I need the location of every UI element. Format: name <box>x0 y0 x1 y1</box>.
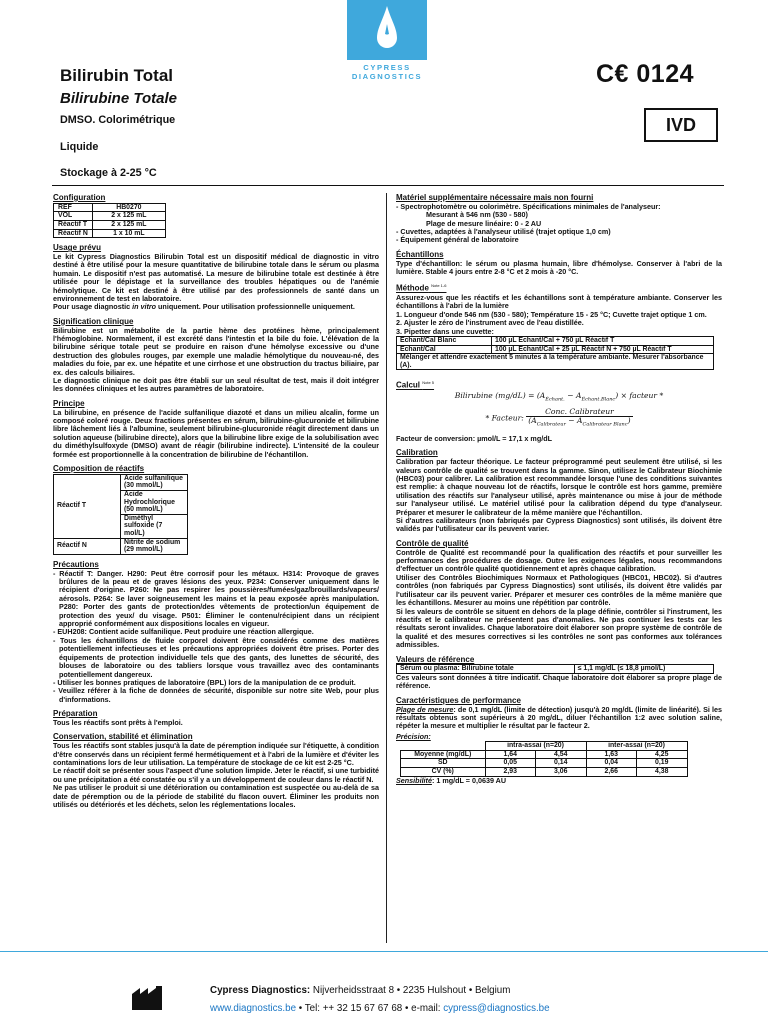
table-row <box>54 220 166 229</box>
text: Bilirubine (mg/dL) = (A <box>454 390 546 400</box>
column-divider <box>386 193 387 943</box>
cell: Réactif T <box>54 474 121 538</box>
material-line: Plage de mesure linéaire: 0 - 2 AU <box>426 218 542 228</box>
sensitivity-text <box>396 777 722 785</box>
clinical-text: Bilirubine est un métabolite de la partie hème des protéines hème, principalement l'hémoglobine. Normalement, il est excrété dans l'intestin et la bile du foie. L'élévation de la bilirubine sérique totale peut se produire en raison d'une hémolyse excessive ou d'une destruction des globules rouges, par exemple une maladie hémolytique du nouveau-né, des maladies du foie, par ex. une hépatite et une cirrhose et une obstruction du tractus biliaire, par ex. des calculs biliaires. <box>53 325 379 377</box>
cell: 0,19 <box>637 759 688 768</box>
table-row <box>54 474 188 490</box>
clinical-text-2: Le diagnostic clinique ne doit pas être établi sur un seul résultat de test, mais il doit intégrer les données cliniques et les autres paramètres de laboratoire. <box>53 376 379 394</box>
method-text: Assurez-vous que les réactifs et les échantillons sont à température ambiante. Conserver les échantillons à l'abri de la lumière <box>396 292 722 311</box>
calibration-heading: Calibration <box>396 448 438 458</box>
header-divider <box>52 185 724 186</box>
text: ) <box>627 416 631 426</box>
config-table <box>53 203 166 238</box>
cell: CV (%) <box>401 767 486 776</box>
table-row <box>397 354 714 370</box>
address: Nijverheidsstraat 8 • 2235 Hulshout • Belgium <box>310 985 511 996</box>
text: − A <box>565 416 583 426</box>
preparation-heading: Préparation <box>53 709 98 719</box>
cell: 100 µL Echant/Cal + 25 µL Réactif N + 750 µL Réactif T <box>492 345 714 354</box>
calibration-text: Calibration par facteur théorique. Le facteur préprogrammé peut seulement être utilisé, si les valeurs contrôle de qualité se trouvent dans la gamme. Sinon, utilisez le Calibrateur Biochimie (HBC03) pour calibrer. La calibration est recommandée lorsque l'une des conditions suivantes est remplie: à chaque nouveau lot de réactifs, lorsque le contrôle est hors gamme, première utilisation des réactifs sur l'analyseur utilisé, après maintenance ou mise à jour de méthode sur l'analyseur utilisé. Le matériel utilisé pour la calibration dépend du type d'analyseur. Préparer et mesurer le calibrateur de la même manière que l'échantillon. <box>396 457 722 517</box>
cell: 4,25 <box>637 750 688 759</box>
material-line: - Spectrophotomètre ou colorimètre. Spécifications minimales de l'analyseur: <box>396 201 661 211</box>
cell: Mélanger et attendre exactement 5 minutes à la température ambiante. Mesurer l'absorbance (A). <box>397 354 714 370</box>
usage-text: Le kit Cypress Diagnostics Bilirubin Total est un dispositif médical de diagnostic in vitro destiné à être utilisé pour la mesure quantitative de bilirubine totale dans le sérum ou plasma humain. Le dispositif n'est pas automatisé. La mesure de bilirubine totale est destinée à être utilisée pour le dépistage et la surveillance des troubles hépatiques ou de l'anémie hémolytique. Ce kit est destiné à être utilisé par des professionnels de santé dans un environnement de test en laboratoire. <box>53 251 379 303</box>
cell: Echant/Cal <box>397 345 492 354</box>
storage-heading: Conservation, stabilité et élimination <box>53 732 193 742</box>
email-link[interactable]: cypress@diagnostics.be <box>443 1003 550 1014</box>
table-row <box>54 229 166 238</box>
brand-wordmark <box>345 64 429 81</box>
cell: 4,38 <box>637 767 688 776</box>
ce-mark: C€ 0124 <box>596 60 695 88</box>
table-row <box>54 538 188 554</box>
precision-label <box>396 733 722 741</box>
website-link[interactable]: www.diagnostics.be <box>210 1003 297 1014</box>
text: Calibrateur Blanc <box>582 421 628 428</box>
cell: HB0270 <box>92 203 165 212</box>
text: : 1 mg/dL = 0,0639 AU <box>431 775 507 785</box>
cell: 2,66 <box>586 767 637 776</box>
samples-heading: Échantillons <box>396 249 444 259</box>
material-line: - Équipement général de laboratoire <box>396 235 519 245</box>
storage-text-2: Le réactif doit se présenter sous l'aspect d'une solution limpide. Jeter le réactif, si une turbidité ou une précipitation a été constatée ou s'il y a un développement de couleur dans le réactif N. <box>53 766 379 784</box>
preparation-text: Tous les réactifs sont prêts à l'emploi. <box>53 717 183 727</box>
cell: 4,54 <box>536 750 587 759</box>
precision-table <box>400 741 688 776</box>
quality-text-3: Si les valeurs de contrôle se situent en dehors de la plage définie, contrôler si l'instrument, les réactifs et le calibrateur ne présentent pas d'anomalies. Ne pas continuer les tests car les résultats seront invalides. Chaque laboratoire doit élaborer son propre système de contrôle de la qualité et des mesures correctives si les contrôles ne sont pas conformes aux tolérances admissibles. <box>396 606 722 650</box>
note-ref: Note 5 <box>422 380 435 386</box>
cell: Nitrite de sodium (29 mmol/L) <box>121 538 188 554</box>
formula-factor <box>396 408 722 429</box>
precaution-item: - Tous les échantillons de fluide corporel doivent être considérés comme des matières potentiellement infectieuses et les précautions appropriées doivent être prises. Porter des équipements de protection individuelle tels que des gants, des lunettes de sécurité, des blouses de laboratoire ou des tabliers lorsque vous travaillez avec des contaminants potentiellement dangereux. <box>53 635 379 679</box>
text: : de 0,1 mg/dL (limite de détection) jusqu'à 20 mg/dL (limite de linéarité). Si les résultats obtenus sont supérieurs à 20 mg/dL, diluer l'échantillon 1:2 avec solution saline, répéter la mesure et multiplier le résultat par le facteur 2. <box>396 704 722 731</box>
material-line: Mesurant à 546 nm (530 - 580) <box>426 210 528 220</box>
principle-heading: Principe <box>53 398 85 408</box>
precaution-item: - Utiliser les bonnes pratiques de laboratoire (BPL) lors de la manipulation de ce produit. <box>53 677 356 687</box>
cell: Echant/Cal Blanc <box>397 336 492 345</box>
composition-heading: Composition de réactifs <box>53 464 145 474</box>
cell: ≤ 1,1 mg/dL (≤ 18,8 µmol/L) <box>574 665 713 674</box>
precaution-item: - EUH208: Contient acide sulfanilique. Peut produire une réaction allergique. <box>53 627 314 637</box>
cell: 2 x 125 mL <box>92 212 165 221</box>
calibration-text-2: Si d'autres calibrateurs (non fabriqués par Cypress Diagnostics) sont utilisés, ils doivent être validés par l'utilisateur car ils peuvent varier. <box>396 516 722 534</box>
usage-heading: Usage prévu <box>53 243 102 253</box>
text: Pour usage diagnostic <box>53 302 133 312</box>
text: ) × facteur * <box>615 390 664 400</box>
table-row <box>401 742 688 751</box>
note-ref: Note 1-6 <box>431 283 447 289</box>
material-heading: Matériel supplémentaire nécessaire mais non fourni <box>396 193 594 202</box>
text: Échant. <box>545 396 565 403</box>
text: Sensibilité <box>396 775 432 785</box>
cell: 0,05 <box>485 759 536 768</box>
material-line: - Cuvettes, adaptées à l'analyseur utilisé (trajet optique 1,0 cm) <box>396 227 611 237</box>
table-row <box>397 336 714 345</box>
cell: 0,14 <box>536 759 587 768</box>
pipetting-table <box>396 336 714 370</box>
cell: REF <box>54 203 93 212</box>
cell: VOL <box>54 212 93 221</box>
text: Plage de mesure <box>396 704 454 714</box>
precaution-item: - Veuillez référer à la fiche de données de sécurité, disponible sur notre site Web, pour plus d'informations. <box>53 686 379 704</box>
cell: Acide sulfanilique (30 mmol/L) <box>121 474 188 490</box>
precaution-item: - Réactif T: Danger. H290: Peut être corrosif pour les métaux. H314: Provoque de graves brûlures de la peau et de graves lésions des yeux. P234: Conserver uniquement dans le récipient d'origine. P260: Ne pas respirer les poussières/fumées/gaz/brouillards/vapeurs/ aérosols. P264: Se laver soigneusement les mains et la peau exposée après manipulation. P280: Porter des gants de protection/des vêtements de protection/un équipement de protection des yeux/ du visage. P501: Éliminer le contenu/récipient dans un récipient approprié conformément aux dispositions locales en vigueur. <box>53 568 379 629</box>
reference-heading: Valeurs de référence <box>396 654 475 664</box>
storage-text-3: Ne pas utiliser le produit si une détérioration ou contamination est suspectée ou au-delà de sa date de péremption ou de la période de stabilité du flacon ouvert. Éliminer les produits non utilisés ou détériorés et les déchets, selon les réglementations locales. <box>53 783 379 809</box>
table-row <box>401 759 688 768</box>
cell: Réactif N <box>54 229 93 238</box>
table-row <box>54 203 166 212</box>
cell: 2,93 <box>485 767 536 776</box>
quality-heading: Contrôle de qualité <box>396 538 469 548</box>
denominator <box>526 417 632 429</box>
text: Échant.Blanc <box>581 396 616 403</box>
precautions-heading: Précautions <box>53 559 99 569</box>
manufacturer-icon <box>132 986 166 1010</box>
text: * Facteur: <box>485 413 527 423</box>
cypress-logo-icon <box>347 0 427 98</box>
method-step: 1. Longueur d'onde 546 nm (530 - 580); Température 15 - 25 °C; Cuvette trajet optique 1 cm. <box>396 309 707 319</box>
text: uniquement. Pour utilisation professionnelle uniquement. <box>156 302 355 312</box>
performance-text <box>396 706 722 731</box>
text: Précision: <box>396 731 431 741</box>
product-title: Bilirubin Total <box>60 66 174 85</box>
text: − A <box>564 390 582 400</box>
method-step: 3. Pipetter dans une cuvette: <box>396 326 494 336</box>
cell: 1 x 10 mL <box>92 229 165 238</box>
cell: 100 µL Echant/Cal + 750 µL Réactif T <box>492 336 714 345</box>
cell: intra-assai (n=20) <box>485 742 586 751</box>
cell: 1,63 <box>586 750 637 759</box>
cell: 1,64 <box>485 750 536 759</box>
footer-divider <box>0 951 768 952</box>
text: in vitro <box>132 302 157 312</box>
ivd-badge: IVD <box>644 108 718 142</box>
phone-text: • Tel: ++ 32 15 67 67 68 • e-mail: <box>296 1003 444 1014</box>
company-name: Cypress Diagnostics: <box>210 985 311 996</box>
left-column <box>53 193 379 809</box>
brand-line2: DIAGNOSTICS <box>351 71 423 81</box>
right-column <box>396 193 722 785</box>
usage-text-2 <box>53 303 379 311</box>
cell: Réactif N <box>54 538 121 554</box>
fraction <box>526 408 632 429</box>
cell: Diméthyl sulfoxide (7 mol/L) <box>121 514 188 538</box>
table-row <box>54 212 166 221</box>
cell: SD <box>401 759 486 768</box>
cell: 2 x 125 mL <box>92 220 165 229</box>
composition-table <box>53 474 188 555</box>
brand-line1: CYPRESS <box>363 63 411 72</box>
footer-address <box>210 985 510 996</box>
text: Conc. Calibrateur <box>526 408 632 417</box>
footer-contact <box>210 1003 550 1014</box>
cell: Moyenne (mg/dL) <box>401 750 486 759</box>
formula-bilirubin <box>396 392 722 404</box>
table-row <box>401 750 688 759</box>
form-label: Liquide <box>60 141 99 153</box>
samples-text: Type d'échantillon: le sérum ou plasma humain, libre d'hémolyse. Conserver à l'abri de la lumière. Stable 4 jours entre 2-8 °C et 2 mois à -20 °C. <box>396 258 722 277</box>
performance-heading: Caractéristiques de performance <box>396 695 521 705</box>
table-row <box>397 345 714 354</box>
cell: inter-assai (n=20) <box>586 742 687 751</box>
conversion-text: Facteur de conversion: µmol/L = 17,1 x mg/dL <box>396 434 552 443</box>
cell: Sérum ou plasma: Bilirubine totale <box>397 665 575 674</box>
product-subtitle: Bilirubine Totale <box>60 90 177 107</box>
principle-text: La bilirubine, en présence de l'acide sulfanilique diazoté et dans un milieu alcalin, forme un composé coloré rouge. Deux fractions présentes en sérum, bilirubine-glucuronide et bilirubine libre lâchement liés à l'albumine, seulement bilirubine-glucuronide réagit directement dans un solution aqueuse (bilirubine directe), alors que la bilirubine libre exige de la solubilisation avec du diméthylsulfoxyde (DMSO) avant de réagir (bilirubine indirecte). L'intensité de la couleur formée est proportionnelle à la concentration de bilirubine de l'échantillon. <box>53 407 379 459</box>
text: (A <box>528 416 537 426</box>
method-step: 2. Ajuster le zéro de l'instrument avec de l'eau distillée. <box>396 318 584 328</box>
reference-text: Ces valeurs sont données à titre indicatif. Chaque laboratoire doit élaborer sa propre plage de référence. <box>396 672 722 691</box>
storage-label: Stockage à 2-25 °C <box>60 167 157 179</box>
text: Calcul <box>396 380 421 390</box>
storage-text: Tous les réactifs sont stables jusqu'à la date de péremption indiquée sur l'étiquette, à condition d'être conservés dans un récipient fermé hermétiquement et à l'abri de la lumière et d'éviter les contaminations lors de leur utilisation. La température de stockage de ce kit est 2-25 °C. <box>53 741 379 767</box>
quality-text-2: Utiliser des Contrôles Biochimiques Normaux et Pathologiques (HBC01, HBC02). Si d'autres contrôles (non fabriqués par Cypress Diagnostics) sont utilisés, ils doivent être validés par l'utilisateur car ils peuvent varier. Préparer et mesurer ces contrôles de la même manière que les échantillons. Mesurer au moins une répétition par contrôle. <box>396 572 722 608</box>
quality-text: Contrôle de Qualité est recommandé pour la qualification des réactifs et pour surveiller les performances des procédures de dosage. Outre les exigences légales, nous recommandons d'effectuer un contrôle qualité quotidiennement et après chaque calibration. <box>396 547 722 574</box>
cell: 0,04 <box>586 759 637 768</box>
cell: Réactif T <box>54 220 93 229</box>
cell <box>401 742 486 751</box>
cell: 3,06 <box>536 767 587 776</box>
clinical-heading: Signification clinique <box>53 316 134 326</box>
config-heading: Configuration <box>53 193 106 202</box>
method-label: DMSO. Colorimétrique <box>60 114 176 126</box>
text: Calibrateur <box>536 421 566 428</box>
cell: Acide Hydrochlorique (50 mmol/L) <box>121 491 188 515</box>
calc-heading <box>396 378 722 390</box>
text: Méthode <box>396 284 429 294</box>
